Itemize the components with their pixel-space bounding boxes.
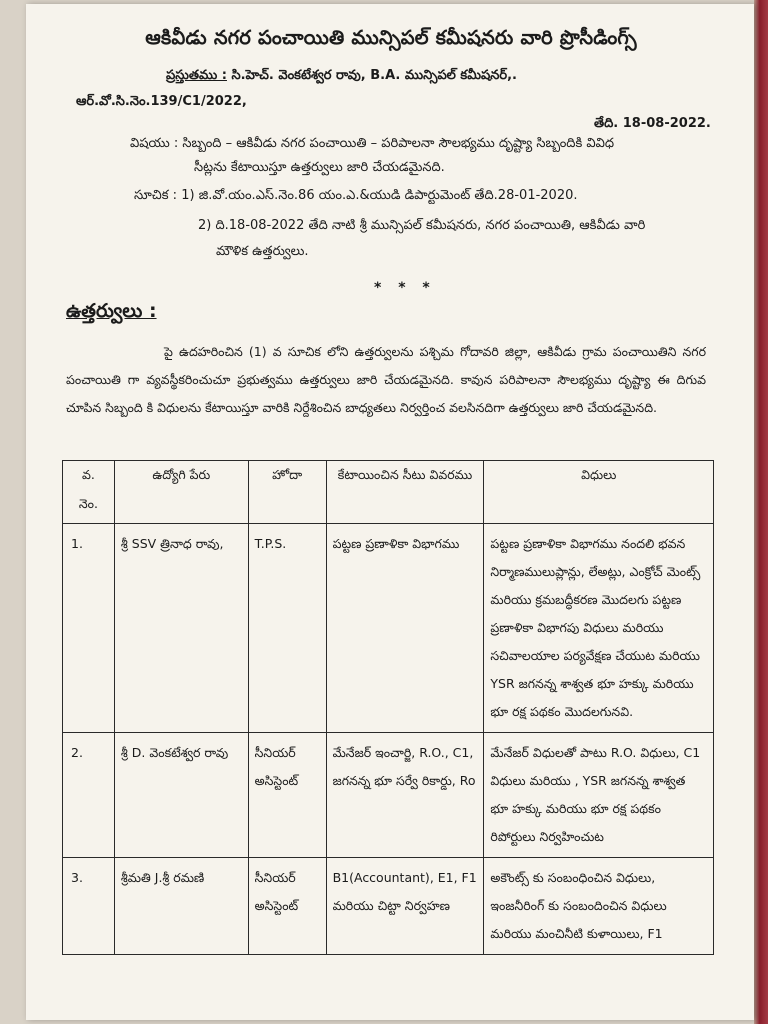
separator-stars: * * *: [374, 280, 436, 296]
header-sno-line-2: నెం.: [78, 496, 98, 511]
table-header-row: [63, 461, 714, 524]
row-sno: 1.: [63, 524, 115, 733]
header-duties: విధులు: [484, 461, 714, 524]
present-label: ప్రస్తుతము :: [166, 68, 227, 83]
header-seat: కేటాయించిన సీటు వివరము: [326, 461, 484, 524]
row-sno: 3.: [63, 858, 115, 955]
staff-assignment-table: [62, 460, 714, 955]
present-line: [166, 68, 517, 86]
orders-heading: ఉత్తర్వులు :: [66, 300, 157, 322]
binder-edge: [754, 0, 768, 1024]
row-seat: పట్టణ ప్రణాళికా విభాగము: [326, 524, 484, 733]
subject-text-1: సిబ్బంది – ఆకివీడు నగర పంచాయితి – పరిపాలనా సౌలభ్యము దృష్ట్యా సిబ్బందికి వివిధ: [182, 136, 615, 151]
subject-label: విషయు :: [130, 136, 179, 151]
reference-2-line-1: 2) ది.18-08-2022 తేది నాటి శ్రీ మున్సిపల్ కమీషనరు, నగర పంచాయితి, ఆకివీడు వారి: [198, 218, 646, 233]
reference-label: సూచిక :: [134, 188, 178, 203]
row-name: శ్రీమతి J.శ్రీ రమణి: [114, 858, 248, 955]
row-duties: అకౌంట్స్ కు సంబంధించిన విధులు, ఇంజనీరింగ్ కు సంబందించిన విధులు మరియు మంచినీటి కుళాయిలు, F1: [484, 858, 714, 955]
reference-number: ఆర్.వో.సి.నెం.139/C1/2022,: [76, 94, 247, 109]
row-duties: మేనేజర్ విధులతో పాటు R.O. విధులు, C1 విధులు మరియు , YSR జగనన్న శాశ్వత భూ హక్కు మరియు భూ రక్ష పథకం రిపోర్టులు నిర్వహించుట: [484, 733, 714, 858]
row-designation: సీనియర్ అసిస్టెంట్: [248, 858, 326, 955]
row-name: శ్రీ D. వెంకటేశ్వర రావు: [114, 733, 248, 858]
row-sno: 2.: [63, 733, 115, 858]
table-row: [63, 733, 714, 858]
table-row: [63, 524, 714, 733]
row-designation: T.P.S.: [248, 524, 326, 733]
header-designation: హోదా: [248, 461, 326, 524]
header-sno: [63, 461, 115, 524]
subject-text-2: సీట్లను కేటాయిస్తూ ఉత్తర్వులు జారి చేయడమైనది.: [194, 160, 445, 175]
document-page: [26, 4, 754, 1020]
subject-line-1: [130, 136, 614, 154]
present-value: సి.హెచ్. వెంకటేశ్వర రావు, B.A. మున్సిపల్ కమీషనర్,.: [231, 68, 517, 83]
orders-paragraph: పై ఉదహరించిన (1) వ సూచిక లోని ఉత్తర్వులను పశ్చిమ గోదావరి జిల్లా, ఆకివీడు గ్రామ పంచాయితిని నగర పంచాయితి గా వ్యవస్థీకరించుచూ ప్రభుత్వము ఉత్తర్వులు జారి చేయడమైనది. కావున పరిపాలనా సౌలభ్యము దృష్ట్యా ఈ దిగువ చూపిన సిబ్బంది కి విధులను కేటాయిస్తూ వారికి నిర్దేశించిన బాధ్యతలు నిర్వర్తించ వలసినదిగా ఉత్తర్వులు జారి చేయడమైనది.: [66, 344, 706, 415]
header-name: ఉద్యోగి పేరు: [114, 461, 248, 524]
row-seat: B1(Accountant), E1, F1 మరియు చిట్టా నిర్వహణ: [326, 858, 484, 955]
row-name: శ్రీ SSV త్రినాధ రావు,: [114, 524, 248, 733]
row-seat: మేనేజర్ ఇంచార్జి, R.O., C1, జగనన్న భూ సర్వే రికార్డు, Ro: [326, 733, 484, 858]
document-date: తేది. 18-08-2022.: [594, 116, 711, 131]
row-designation: సీనియర్ అసిస్టెంట్: [248, 733, 326, 858]
row-duties: పట్టణ ప్రణాళికా విభాగము నందలి భవన నిర్మాణములుప్లాన్లు, లేఅట్లు, ఎంక్రోచ్ మెంట్స్ మరియు క్రమబద్ధీకరణ మొదలగు పట్టణ ప్రణాళికా విభాగపు విధులు మరియు సచివాలయాల పర్యవేక్షణ చేయుట మరియు YSR జగనన్న శాశ్వత భూ హక్కు మరియు భూ రక్ష పథకం మొదలగునవి.: [484, 524, 714, 733]
document-title: ఆకివీడు నగర పంచాయితి మున్సిపల్ కమీషనరు వారి ప్రొసీడింగ్స్: [145, 26, 637, 49]
reference-1: 1) జి.వో.యం.ఎస్.నెం.86 యం.ఎ.&యుడి డిపార్టుమెంట్ తేది.28-01-2020.: [181, 188, 578, 203]
reference-2-line-2: మౌళిక ఉత్తర్వులు.: [216, 244, 309, 259]
header-sno-line-1: వ.: [82, 467, 95, 482]
reference-line-1: [134, 188, 578, 206]
table-row: [63, 858, 714, 955]
